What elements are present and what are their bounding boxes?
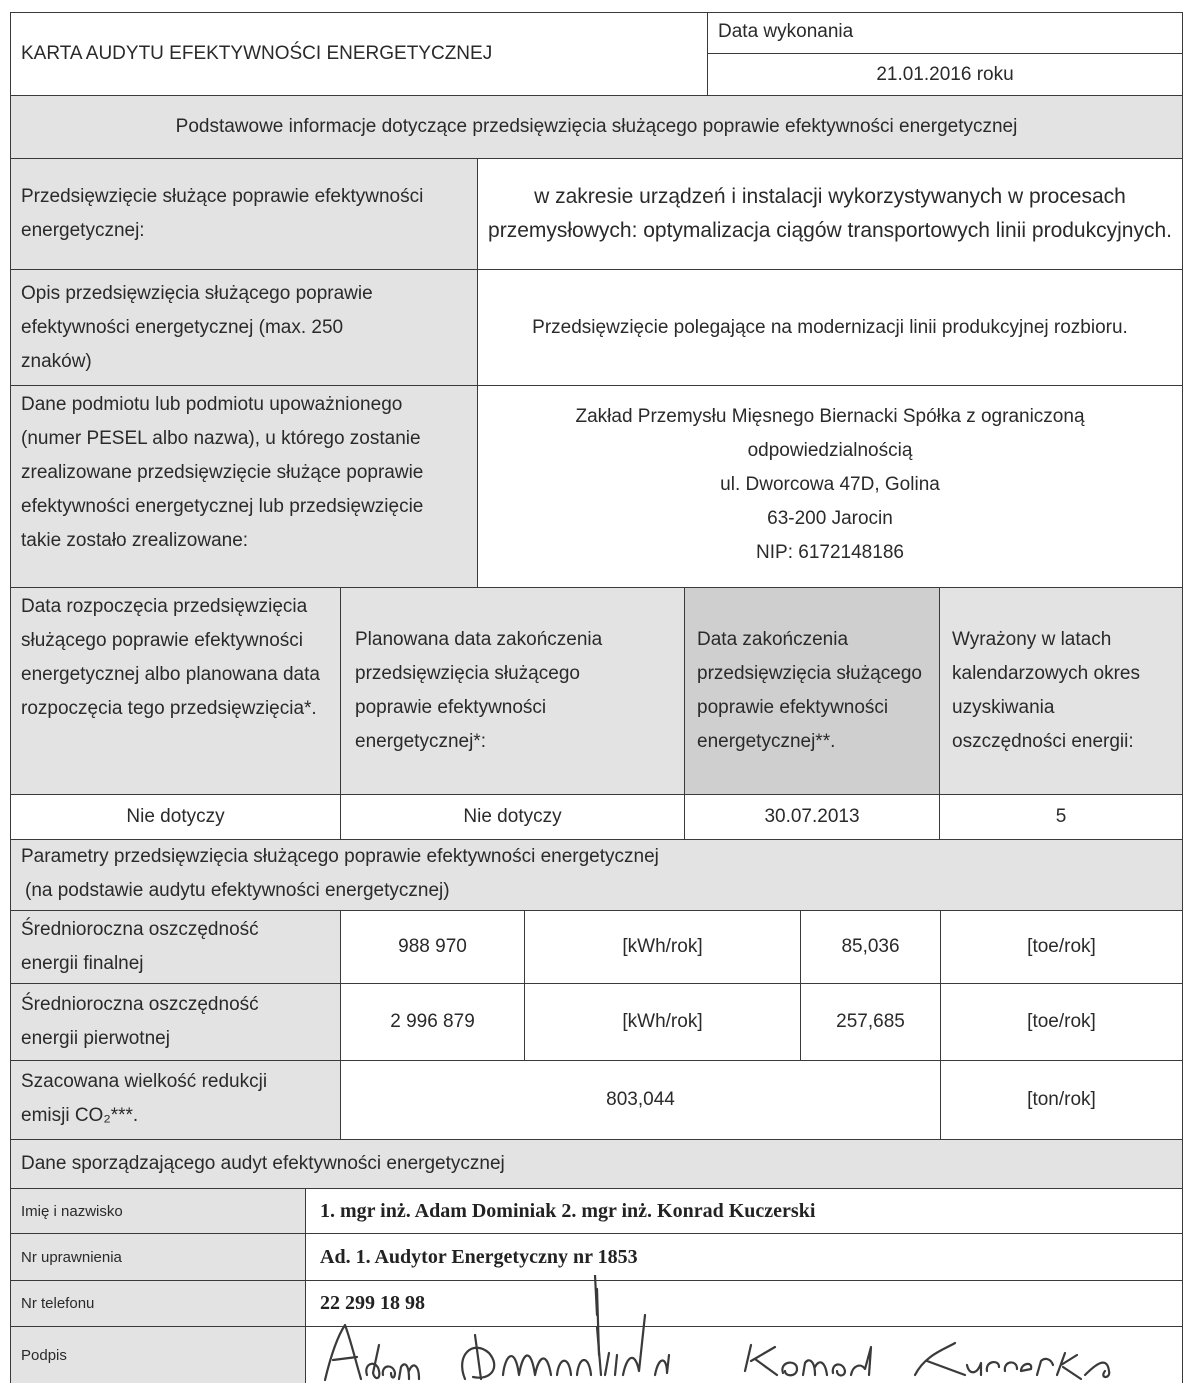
period-label: Wyrażony w latach kalendarzowych okres uzyskiwania oszczędności energii: <box>952 629 1140 752</box>
period-label-cell <box>939 587 1183 795</box>
final-energy-label: Średnioroczna oszczędność energii finalnej <box>21 919 259 974</box>
project-value-cell <box>477 158 1183 270</box>
co2-unit-cell <box>940 1060 1183 1140</box>
primary-energy-label: Średnioroczna oszczędność energii pierwotnej <box>21 994 259 1049</box>
entity-value-cell <box>477 385 1183 588</box>
license-value: Ad. 1. Audytor Energetyczny nr 1853 <box>320 1245 638 1268</box>
project-label-cell <box>10 158 478 270</box>
final-kwh-cell <box>340 910 525 984</box>
name-value-cell <box>305 1188 1183 1234</box>
period-value-cell <box>939 794 1183 840</box>
name-value: 1. mgr inż. Adam Dominiak 2. mgr inż. Konrad Kuczerski <box>320 1199 816 1222</box>
primary-kwh-cell <box>340 983 525 1061</box>
form-title-cell <box>10 12 708 96</box>
phone-label: Nr telefonu <box>21 1295 95 1312</box>
date-value: 21.01.2016 roku <box>876 63 1014 85</box>
signature-cell <box>305 1326 1183 1383</box>
params-heading-cell <box>10 839 1183 911</box>
end-date-label-cell <box>684 587 940 795</box>
planned-end-value-cell <box>340 794 685 840</box>
section-basic-text: Podstawowe informacje dotyczące przedsięwzięcia służącego poprawie efektywności energetycznej <box>175 116 1018 137</box>
date-label: Data wykonania <box>718 21 854 42</box>
description-value-cell <box>477 269 1183 386</box>
planned-end-label-cell <box>340 587 685 795</box>
project-value: w zakresie urządzeń i instalacji wykorzystywanych w procesach przemysłowych: optymalizacja ciągów transportowych linii produkcyjnych. <box>488 185 1172 242</box>
final-toe-value: 85,036 <box>841 936 900 957</box>
primary-toe-unit-cell <box>940 983 1183 1061</box>
planned-end-label: Planowana data zakończenia przedsięwzięcia służącego poprawie efektywności energetycznej*: <box>355 629 603 752</box>
entity-name: Zakład Przemysłu Mięsnego Biernacki Spółka z ograniczoną odpowiedzialnością <box>575 406 1085 461</box>
phone-label-cell <box>10 1280 306 1327</box>
primary-toe-value: 257,685 <box>836 1011 905 1032</box>
period-value: 5 <box>1055 806 1067 827</box>
form-title: KARTA AUDYTU EFEKTYWNOŚCI ENERGETYCZNEJ <box>21 43 493 64</box>
section-basic-heading <box>10 95 1183 159</box>
start-date-label: Data rozpoczęcia przedsięwzięcia służącego poprawie efektywności energetycznej albo planowana data rozpoczęcia tego przedsięwzięcia*. <box>21 596 320 719</box>
license-label-cell <box>10 1233 306 1281</box>
entity-label-cell <box>10 385 478 588</box>
params-heading-line2: (na podstawie audytu efektywności energetycznej) <box>25 880 450 901</box>
signature-label: Podpis <box>21 1346 67 1364</box>
co2-label-line2: emisji CO₂***. <box>21 1105 139 1126</box>
license-label: Nr uprawnienia <box>21 1248 122 1266</box>
primary-kwh-value: 2 996 879 <box>390 1011 475 1032</box>
co2-label-line1: Szacowana wielkość redukcji <box>21 1071 268 1092</box>
planned-end-value: Nie dotyczy <box>463 806 562 827</box>
final-toe-cell <box>800 910 941 984</box>
start-date-value-cell <box>10 794 341 840</box>
signature-label-cell <box>10 1326 306 1383</box>
end-date-value: 30.07.2013 <box>764 806 860 827</box>
final-kwh-unit: [kWh/rok] <box>622 936 703 957</box>
co2-value-cell <box>340 1060 941 1140</box>
description-value: Przedsięwzięcie polegające na modernizacji linii produkcyjnej rozbioru. <box>532 316 1128 338</box>
phone-value-cell <box>305 1280 1183 1327</box>
auditor-heading-cell <box>10 1139 1183 1189</box>
date-label-cell <box>707 12 1183 54</box>
end-date-label: Data zakończenia przedsięwzięcia służącego poprawie efektywności energetycznej**. <box>697 629 922 752</box>
primary-energy-label-cell <box>10 983 341 1061</box>
description-label-cell <box>10 269 478 386</box>
entity-street: ul. Dworcowa 47D, Golina <box>720 474 940 495</box>
project-label: Przedsięwzięcie służące poprawie efektywności energetycznej: <box>21 186 424 241</box>
primary-toe-cell <box>800 983 941 1061</box>
final-kwh-value: 988 970 <box>398 936 467 957</box>
date-value-cell <box>707 53 1183 96</box>
final-toe-unit-cell <box>940 910 1183 984</box>
start-date-label-cell <box>10 587 341 795</box>
co2-label-cell <box>10 1060 341 1140</box>
entity-label: Dane podmiotu lub podmiotu upoważnionego (numer PESEL albo nazwa), u którego zostanie zrealizowane przedsięwzięcie służące poprawie efektywności energetycznej lub przedsięwzięcie takie zostało zrealizowane: <box>21 394 424 551</box>
description-label: Opis przedsięwzięcia służącego poprawie efektywności energetycznej (max. 250 znaków) <box>21 282 373 372</box>
end-date-value-cell <box>684 794 940 840</box>
entity-nip: NIP: 6172148186 <box>756 542 904 563</box>
entity-city: 63-200 Jarocin <box>767 508 893 529</box>
auditor-heading: Dane sporządzającego audyt efektywności energetycznej <box>21 1153 505 1174</box>
name-label-cell <box>10 1188 306 1234</box>
primary-toe-unit: [toe/rok] <box>1027 1011 1096 1032</box>
license-value-cell <box>305 1233 1183 1281</box>
final-toe-unit: [toe/rok] <box>1027 936 1096 957</box>
params-heading-line1: Parametry przedsięwzięcia służącego poprawie efektywności energetycznej <box>21 846 659 867</box>
final-kwh-unit-cell <box>524 910 801 984</box>
name-label: Imię i nazwisko <box>21 1202 123 1220</box>
primary-kwh-unit: [kWh/rok] <box>622 1011 703 1032</box>
co2-unit: [ton/rok] <box>1027 1089 1096 1110</box>
final-energy-label-cell <box>10 910 341 984</box>
phone-value: 22 299 18 98 <box>320 1292 425 1314</box>
start-date-value: Nie dotyczy <box>126 806 225 827</box>
primary-kwh-unit-cell <box>524 983 801 1061</box>
co2-value: 803,044 <box>606 1089 675 1110</box>
